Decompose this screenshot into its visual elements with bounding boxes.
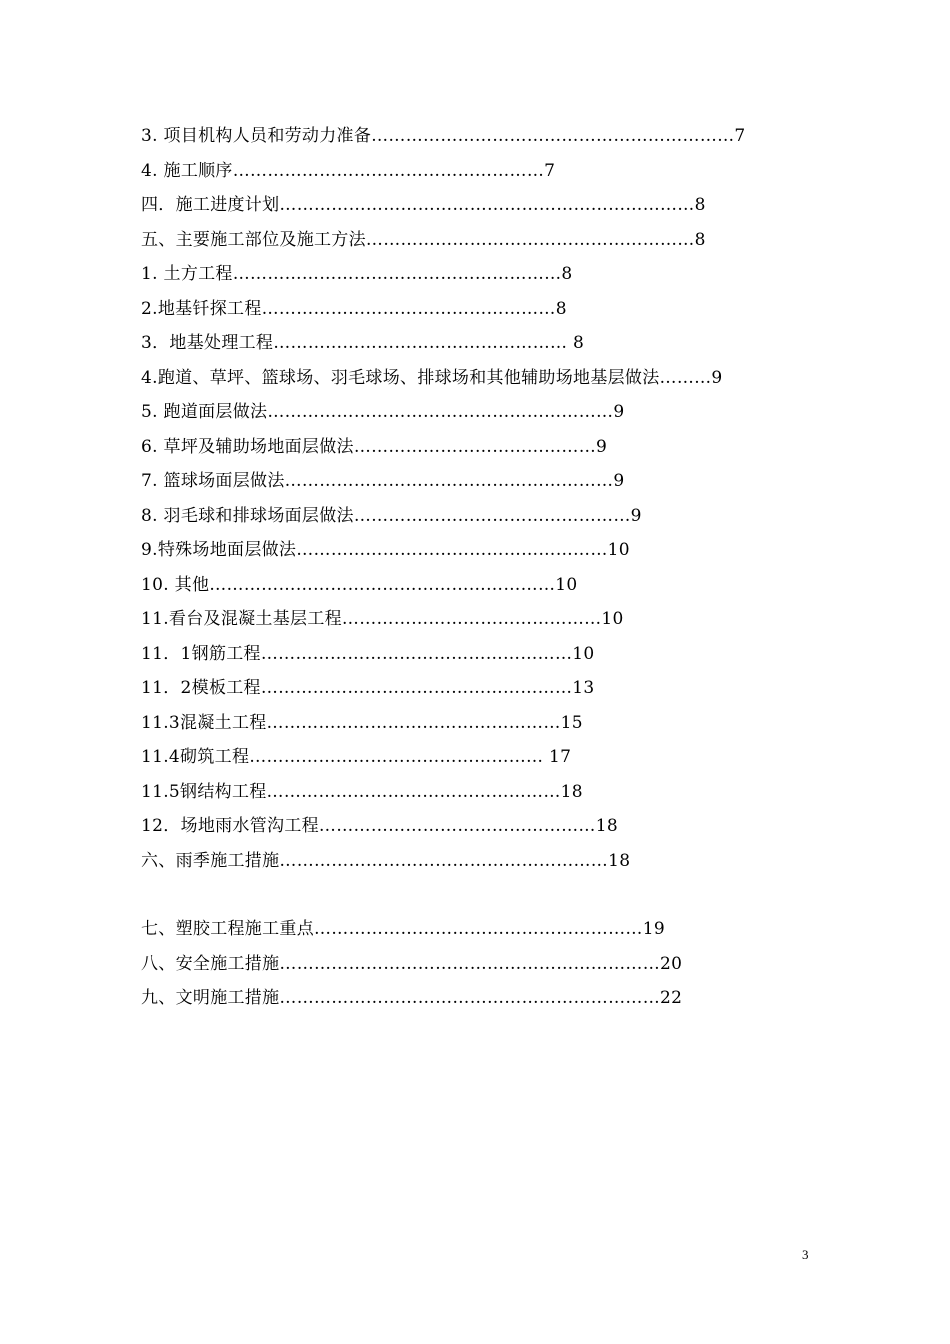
toc-entry: 10. 其他……………………………………………………10 bbox=[141, 574, 578, 595]
toc-entry: 11.看台及混凝土基层工程………………………………………10 bbox=[141, 609, 624, 629]
toc-entry: 6. 草坪及辅助场地面层做法……………………………………9 bbox=[141, 436, 608, 457]
toc-entry: 六、雨季施工措施…………………………………………………18 bbox=[141, 850, 631, 871]
toc-entry: 12．场地雨水管沟工程…………………………………………18 bbox=[141, 816, 618, 836]
toc-entry: 七、塑胶工程施工重点…………………………………………………19 bbox=[141, 919, 665, 939]
toc-entry: 7. 篮球场面层做法…………………………………………………9 bbox=[141, 471, 625, 491]
toc-entry: 4.跑道、草坪、篮球场、羽毛球场、排球场和其他辅助场地基层做法………9 bbox=[141, 367, 723, 388]
toc-entry: 11.5钢结构工程……………………………………………18 bbox=[141, 781, 583, 802]
toc-entry: 四．施工进度计划………………………………………………………………8 bbox=[141, 195, 706, 215]
toc-entry: 1. 土方工程…………………………………………………8 bbox=[141, 264, 573, 284]
toc-entry: 5. 跑道面层做法……………………………………………………9 bbox=[141, 402, 625, 422]
toc-entry: 五、主要施工部位及施工方法…………………………………………………8 bbox=[141, 229, 706, 250]
page-number: 3 bbox=[802, 1247, 809, 1262]
toc-entry: 3．地基处理工程…………………………………………… 8 bbox=[141, 333, 585, 353]
toc-entry: 11.3混凝土工程……………………………………………15 bbox=[141, 712, 583, 733]
toc-entry: 九、文明施工措施…………………………………………………………22 bbox=[141, 988, 683, 1008]
toc-entry: 11.4砌筑工程…………………………………………… 17 bbox=[141, 747, 572, 767]
toc-entry: 八、安全施工措施…………………………………………………………20 bbox=[141, 953, 683, 974]
toc-entry: 9.特殊场地面层做法………………………………………………10 bbox=[141, 540, 630, 560]
toc-entry: 4. 施工顺序………………………………………………7 bbox=[141, 160, 556, 181]
toc-entry: 11．2模板工程………………………………………………13 bbox=[141, 678, 595, 698]
toc-entry: 11．1钢筋工程………………………………………………10 bbox=[141, 643, 595, 664]
table-of-contents bbox=[141, 122, 841, 1019]
toc-entry: 3. 项目机构人员和劳动力准备………………………………………………………7 bbox=[141, 126, 746, 146]
toc-entry: 2.地基钎探工程……………………………………………8 bbox=[141, 298, 567, 319]
toc-entry: 8. 羽毛球和排球场面层做法…………………………………………9 bbox=[141, 505, 642, 526]
